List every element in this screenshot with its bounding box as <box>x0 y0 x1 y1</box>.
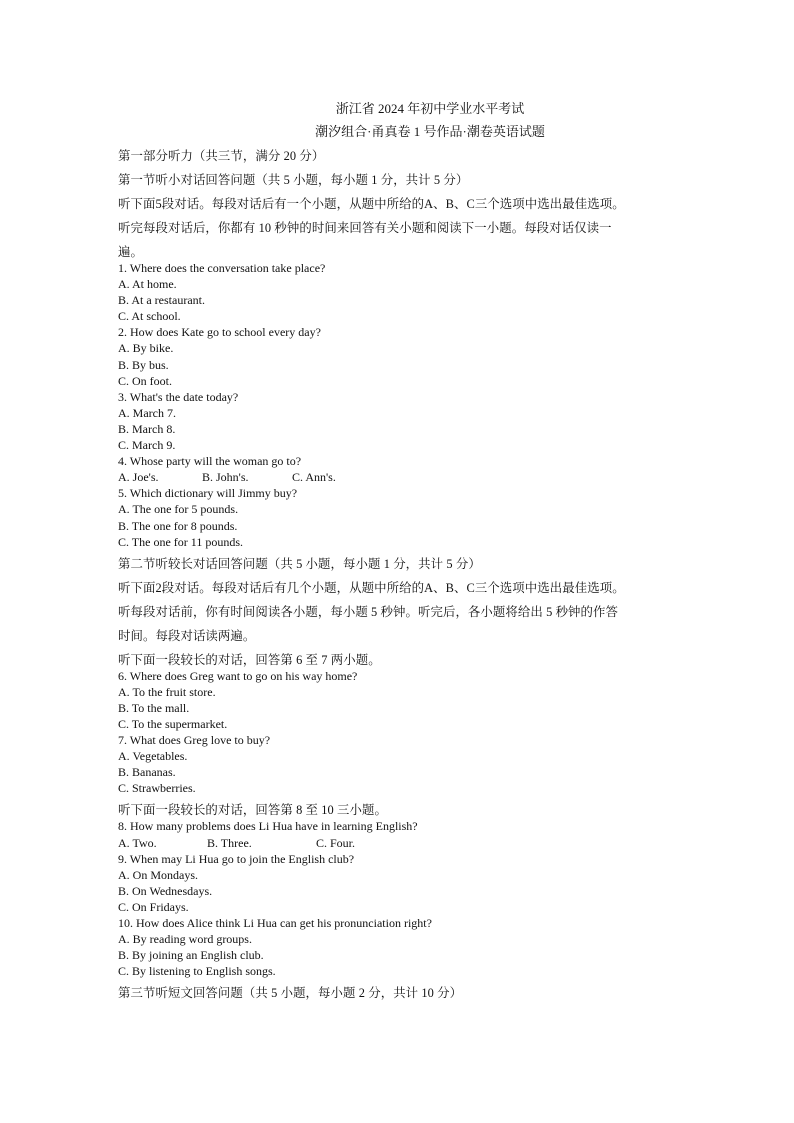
answer-option: C. To the supermarket. <box>118 716 228 731</box>
answer-option: C. At school. <box>118 309 181 324</box>
section2-instruction: 时间。每段对话读两遍。 <box>118 628 256 643</box>
question-text: 8. How many problems does Li Hua have in learning English? <box>118 819 418 834</box>
answer-option: A. To the fruit store. <box>118 684 216 699</box>
answer-options-row <box>118 835 718 851</box>
answer-option: C. Ann's. <box>292 470 336 485</box>
answer-option: C. The one for 11 pounds. <box>118 534 243 549</box>
answer-option: B. John's. <box>202 470 249 485</box>
exam-subtitle: 潮汐组合·甬真卷 1 号作品·潮卷英语试题 <box>315 124 545 139</box>
answer-option: B. March 8. <box>118 421 176 436</box>
section2-heading: 第二节听较长对话回答问题（共 5 小题，每小题 1 分，共计 5 分） <box>118 556 481 571</box>
answer-option: A. Vegetables. <box>118 749 188 764</box>
answer-option: C. By listening to English songs. <box>118 964 276 979</box>
answer-option: A. On Mondays. <box>118 867 198 882</box>
answer-option: C. March 9. <box>118 438 176 453</box>
answer-option: C. On Fridays. <box>118 899 189 914</box>
answer-option: B. The one for 8 pounds. <box>118 518 238 533</box>
question-text: 6. Where does Greg want to go on his way home? <box>118 668 358 683</box>
exam-page <box>118 99 718 1001</box>
question-text: 10. How does Alice think Li Hua can get his pronunciation right? <box>118 916 432 930</box>
answer-option: B. At a restaurant. <box>118 293 205 308</box>
section1-instruction: 遍。 <box>118 245 143 259</box>
answer-option: A. By bike. <box>118 341 174 356</box>
question-text: 4. Whose party will the woman go to? <box>118 454 302 469</box>
answer-option: B. On Wednesdays. <box>118 883 213 898</box>
answer-option: A. Joe's. <box>118 470 159 485</box>
dialogue2-intro: 听下面一段较长的对话，回答第 8 至 10 三小题。 <box>118 803 387 818</box>
section1-instruction: 听下面5段对话。每段对话后有一个小题，从题中所给的A、B、C三个选项中选出最佳选项。 <box>118 197 625 211</box>
question-text: 3. What's the date today? <box>118 389 239 404</box>
exam-title: 浙江省 2024 年初中学业水平考试 <box>335 101 525 116</box>
answer-option: A. The one for 5 pounds. <box>118 502 239 517</box>
question-text: 7. What does Greg love to buy? <box>118 733 271 748</box>
answer-option: A. By reading word groups. <box>118 932 252 947</box>
question-text: 9. When may Li Hua go to join the English club? <box>118 851 355 866</box>
section1-heading: 第一节听小对话回答问题（共 5 小题，每小题 1 分，共计 5 分） <box>118 173 469 187</box>
answer-option: B. Three. <box>207 835 252 850</box>
part1-heading: 第一部分听力（共三节，满分 20 分） <box>118 149 325 163</box>
section2-instruction: 听每段对话前，你有时间阅读各小题，每小题 5 秒钟。听完后，各小题将给出 5 秒钟的作答 <box>118 604 619 619</box>
section3-heading: 第三节听短文回答问题（共 5 小题，每小题 2 分，共计 10 分） <box>118 986 463 1001</box>
question-text: 1. Where does the conversation take place? <box>118 261 326 275</box>
section2-instruction: 听下面2段对话。每段对话后有几个小题，从题中所给的A、B、C三个选项中选出最佳选项。 <box>118 580 625 595</box>
question-text: 5. Which dictionary will Jimmy buy? <box>118 486 298 501</box>
answer-option: B. Bananas. <box>118 765 176 780</box>
answer-option: A. At home. <box>118 277 177 292</box>
section1-instruction: 听完每段对话后，你都有 10 秒钟的时间来回答有关小题和阅读下一小题。每段对话仅读一 <box>118 221 612 235</box>
question-text: 2. How does Kate go to school every day? <box>118 325 321 340</box>
dialogue1-intro: 听下面一段较长的对话，回答第 6 至 7 两小题。 <box>118 652 381 667</box>
answer-options-row <box>118 469 718 485</box>
answer-option: A. March 7. <box>118 405 176 420</box>
answer-option: A. Two. <box>118 835 157 850</box>
answer-option: B. By joining an English club. <box>118 948 264 963</box>
answer-option: B. By bus. <box>118 357 169 372</box>
answer-option: B. To the mall. <box>118 700 190 715</box>
answer-option: C. Four. <box>316 835 356 850</box>
answer-option: C. Strawberries. <box>118 781 196 796</box>
answer-option: C. On foot. <box>118 373 172 388</box>
